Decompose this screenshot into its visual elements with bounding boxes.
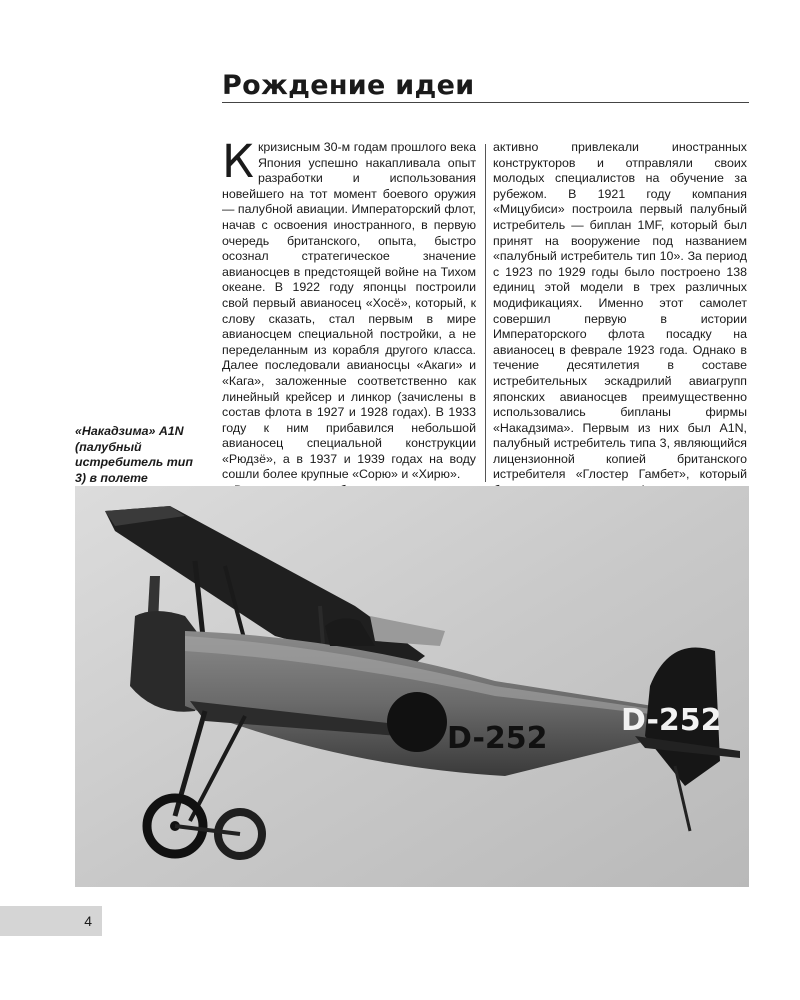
paragraph-1-text: кризисным 30-м годам прошлого века Япония успешно накапливала опыт разработки и использования новейшего на тот момент боевого оружия — палубной авиации. Императорский флот, начав с освоения иностранного, в первую очередь британского, опыта, быстро осознал стратегическое значение авианосцев в предстоящей войне на Тихом океане. В 1922 году японцы построили свой первый авианосец «Хосё», который, к слову сказать, стал первым в мире авианосцем специальной постройки, а не переделанным из корабля другого класса. Далее последовали авианосцы «Акаги» и «Кага», заложенные соответственно как линейный крейсер и линкор (зачислены в состав флота в 1927 и 1928 годах). В 1933 году к ним прибавился небольшой авианосец специальной конструкции «Рюдзё», а в 1937 и 1939 годах на воду сошли более крупные «Сорю» и «Хирю». <box>222 140 476 482</box>
photo-caption: «Накадзима» A1N (палубный истребитель тип 3) в полете <box>75 424 193 485</box>
text-column-2 <box>493 140 747 480</box>
fuselage-code: D-252 <box>447 721 548 756</box>
hinomaru-roundel <box>387 692 447 752</box>
drop-cap: К <box>222 135 254 188</box>
title-rule <box>222 102 749 103</box>
paragraph-1 <box>222 135 476 483</box>
column-divider <box>485 144 486 482</box>
page-number-tab <box>0 906 102 936</box>
page-title: Рождение идеи <box>222 70 475 101</box>
tail-code: D-252 <box>621 703 722 738</box>
page-number: 4 <box>84 913 92 929</box>
paragraph-3: активно привлекали иностранных конструкторов и отправляли своих молодых специалистов на обучение за рубежом. В 1921 году компания «Мицубиси» построила первый палубный истребитель — биплан 1MF, который был принят на вооружение под названием «палубный истребитель тип 10». За период с 1923 по 1929 годы было построено 138 единиц этой модели в трех различных модификациях. Именно этот самолет совершил первую в истории Императорского флота посадку на авианосец в феврале 1923 года. Однако в течение десятилетия в составе истребительных эскадрилий авиагрупп японских авианосцев преимущественно использовались бипланы фирмы «Накадзима». Первым из них был A1N, палубный истребитель типа 3, являющийся лицензионной копией британского истребителя «Глостер Гамбет», который <box>493 140 747 482</box>
aircraft-photo <box>75 486 749 887</box>
text-column-1 <box>222 135 476 482</box>
